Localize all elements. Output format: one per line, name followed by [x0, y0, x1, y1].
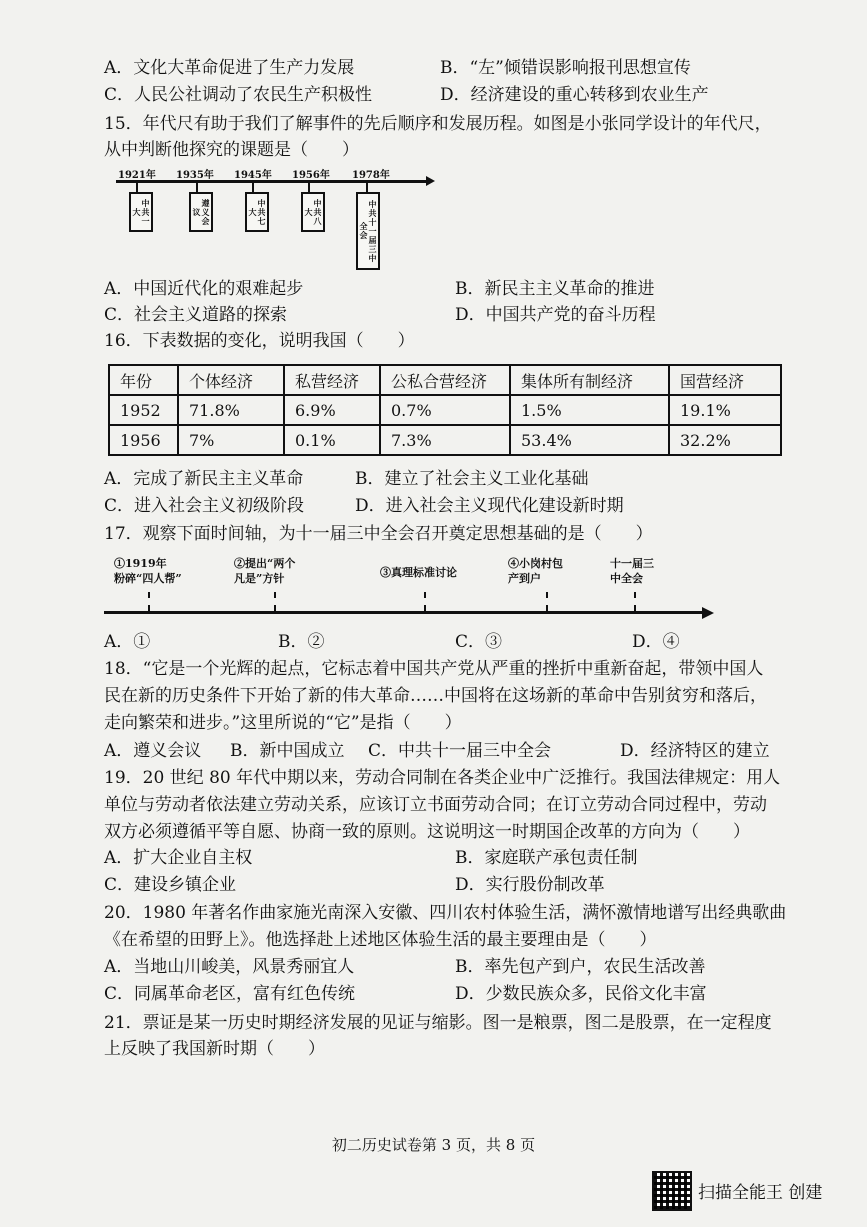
timeline-marker — [274, 592, 276, 611]
ruler-tick — [136, 182, 138, 192]
table-row — [109, 395, 781, 425]
q20-option-a: A．当地山川峻美，风景秀丽宜人 — [104, 957, 355, 977]
q15-option-c: C．社会主义道路的探索 — [104, 305, 288, 325]
q19-option-b: B．家庭联产承包责任制 — [455, 848, 638, 868]
ruler-tick — [252, 182, 254, 192]
table-header-row — [109, 365, 781, 395]
q19-option-a: A．扩大企业自主权 — [104, 848, 253, 868]
ruler-event-box: 中共十一届三中全会 — [356, 192, 380, 270]
q18-stem-line3: 走向繁荣和进步。”这里所说的“它”是指（ ） — [104, 713, 462, 733]
q16-option-c: C．进入社会主义初级阶段 — [104, 496, 305, 516]
q16-option-d: D．进入社会主义现代化建设新时期 — [355, 496, 624, 516]
timeline-marker — [546, 592, 548, 611]
table-cell: 7% — [178, 425, 284, 455]
q18-option-c: C．中共十一届三中全会 — [368, 741, 552, 761]
scanner-watermark: 扫描全能王 创建 — [698, 1183, 823, 1203]
timeline-event-line: ③真理标准讨论 — [380, 566, 457, 579]
ruler-year: 1945年 — [234, 170, 272, 181]
table-cell: 32.2% — [669, 425, 781, 455]
q16-option-a: A．完成了新民主主义革命 — [104, 469, 304, 489]
ruler-year: 1921年 — [118, 170, 156, 181]
timeline-event-line: ④小岗村包 — [508, 557, 563, 570]
table-cell: 1.5% — [510, 395, 669, 425]
q19-stem-line2: 单位与劳动者依法建立劳动关系，应该订立书面劳动合同；在订立劳动合同过程中，劳动 — [104, 795, 767, 815]
ruler-tick — [366, 182, 368, 192]
table-cell: 0.1% — [284, 425, 380, 455]
q18-option-d: D．经济特区的建立 — [620, 741, 770, 761]
table-header: 私营经济 — [284, 365, 380, 395]
timeline-arrow-icon — [702, 607, 714, 619]
table-header: 年份 — [109, 365, 178, 395]
timeline-event — [234, 556, 295, 586]
timeline-marker — [148, 592, 150, 611]
q18-stem-line1: 18．“它是一个光辉的起点，它标志着中国共产党从严重的挫折中重新奋起，带领中国人 — [104, 659, 764, 679]
ruler-event-box: 中共一大 — [129, 192, 153, 232]
table-cell: 1952 — [109, 395, 178, 425]
ruler-event-box: 遵义会议 — [189, 192, 213, 232]
table-cell: 0.7% — [380, 395, 510, 425]
timeline-event — [508, 556, 563, 586]
ruler-event-box: 中共七大 — [245, 192, 269, 232]
q19-option-c: C．建设乡镇企业 — [104, 875, 237, 895]
q15-option-a: A．中国近代化的艰难起步 — [104, 279, 304, 299]
q18-option-b: B．新中国成立 — [230, 741, 345, 761]
q19-option-d: D．实行股份制改革 — [455, 875, 605, 895]
ruler-tick — [196, 182, 198, 192]
page-footer: 初二历史试卷第 3 页，共 8 页 — [331, 1136, 536, 1154]
table-cell: 71.8% — [178, 395, 284, 425]
q16-economy-table — [108, 364, 782, 456]
q16-stem: 16．下表数据的变化，说明我国（ ） — [104, 331, 415, 351]
timeline-event-line: ①1919年 — [114, 557, 167, 570]
q14-option-d: D．经济建设的重心转移到农业生产 — [440, 85, 709, 105]
table-row — [109, 425, 781, 455]
q17-option-a: A．① — [104, 632, 151, 652]
q18-stem-line2: 民在新的历史条件下开始了新的伟大革命……中国将在这场新的革命中告别贫穷和落后， — [104, 686, 767, 706]
q14-option-a: A．文化大革命促进了生产力发展 — [104, 58, 355, 78]
qr-code-icon — [652, 1171, 692, 1211]
q17-option-d: D．④ — [632, 632, 680, 652]
q17-stem: 17．观察下面时间轴，为十一届三中全会召开奠定思想基础的是（ ） — [104, 524, 653, 544]
q17-timeline — [104, 556, 720, 626]
q17-option-b: B．② — [278, 632, 325, 652]
q15-stem-line1: 15．年代尺有助于我们了解事件的先后顺序和发展历程。如图是小张同学设计的年代尺， — [104, 114, 772, 134]
table-cell: 1956 — [109, 425, 178, 455]
ruler-year: 1956年 — [292, 170, 330, 181]
q20-option-c: C．同属革命老区，富有红色传统 — [104, 984, 356, 1004]
table-cell: 7.3% — [380, 425, 510, 455]
ruler-year: 1935年 — [176, 170, 214, 181]
q18-option-a: A．遵义会议 — [104, 741, 202, 761]
q20-stem-line2: 《在希望的田野上》。他选择赴上述地区体验生活的最主要理由是（ ） — [104, 930, 657, 950]
q19-stem-line3: 双方必须遵循平等自愿、协商一致的原则。这说明这一时期国企改革的方向为（ ） — [104, 822, 750, 842]
q19-stem-line1: 19．20 世纪 80 年代中期以来，劳动合同制在各类企业中广泛推行。我国法律规定：用人 — [104, 768, 781, 788]
ruler-year: 1978年 — [352, 170, 390, 181]
table-header: 个体经济 — [178, 365, 284, 395]
q20-stem-line1: 20．1980 年著名作曲家施光南深入安徽、四川农村体验生活，满怀激情地谱写出经典歌曲 — [104, 903, 787, 923]
timeline-event — [380, 565, 457, 580]
q15-year-ruler — [116, 170, 436, 270]
ruler-arrow-icon — [426, 176, 435, 186]
ruler-tick — [308, 182, 310, 192]
timeline-event — [114, 556, 182, 586]
q14-option-c: C．人民公社调动了农民生产积极性 — [104, 85, 373, 105]
timeline-event-line: 产到户 — [508, 572, 541, 585]
timeline-event — [610, 556, 654, 586]
timeline-marker — [424, 592, 426, 611]
q21-stem-line2: 上反映了我国新时期（ ） — [104, 1039, 325, 1059]
timeline-marker — [634, 592, 636, 611]
q15-option-b: B．新民主主义革命的推进 — [455, 279, 655, 299]
table-cell: 19.1% — [669, 395, 781, 425]
timeline-event-line: 中全会 — [610, 572, 643, 585]
q15-option-d: D．中国共产党的奋斗历程 — [455, 305, 656, 325]
table-cell: 6.9% — [284, 395, 380, 425]
q17-option-c: C．③ — [455, 632, 503, 652]
q20-option-d: D．少数民族众多，民俗文化丰富 — [455, 984, 707, 1004]
timeline-event-line: 粉碎“四人帮” — [114, 572, 182, 585]
q20-option-b: B．率先包产到户，农民生活改善 — [455, 957, 706, 977]
q16-option-b: B．建立了社会主义工业化基础 — [355, 469, 589, 489]
table-header: 国营经济 — [669, 365, 781, 395]
timeline-event-line: 凡是”方针 — [234, 572, 285, 585]
table-header: 公私合营经济 — [380, 365, 510, 395]
timeline-event-line: 十一届三 — [610, 557, 654, 570]
q15-stem-line2: 从中判断他探究的课题是（ ） — [104, 140, 359, 160]
timeline-axis — [104, 611, 704, 614]
table-cell: 53.4% — [510, 425, 669, 455]
ruler-event-box: 中共八大 — [301, 192, 325, 232]
timeline-event-line: ②提出“两个 — [234, 557, 296, 570]
q21-stem-line1: 21．票证是某一历史时期经济发展的见证与缩影。图一是粮票，图二是股票，在一定程度 — [104, 1013, 772, 1033]
q14-option-b: B．“左”倾错误影响报刊思想宣传 — [440, 58, 691, 78]
table-header: 集体所有制经济 — [510, 365, 669, 395]
